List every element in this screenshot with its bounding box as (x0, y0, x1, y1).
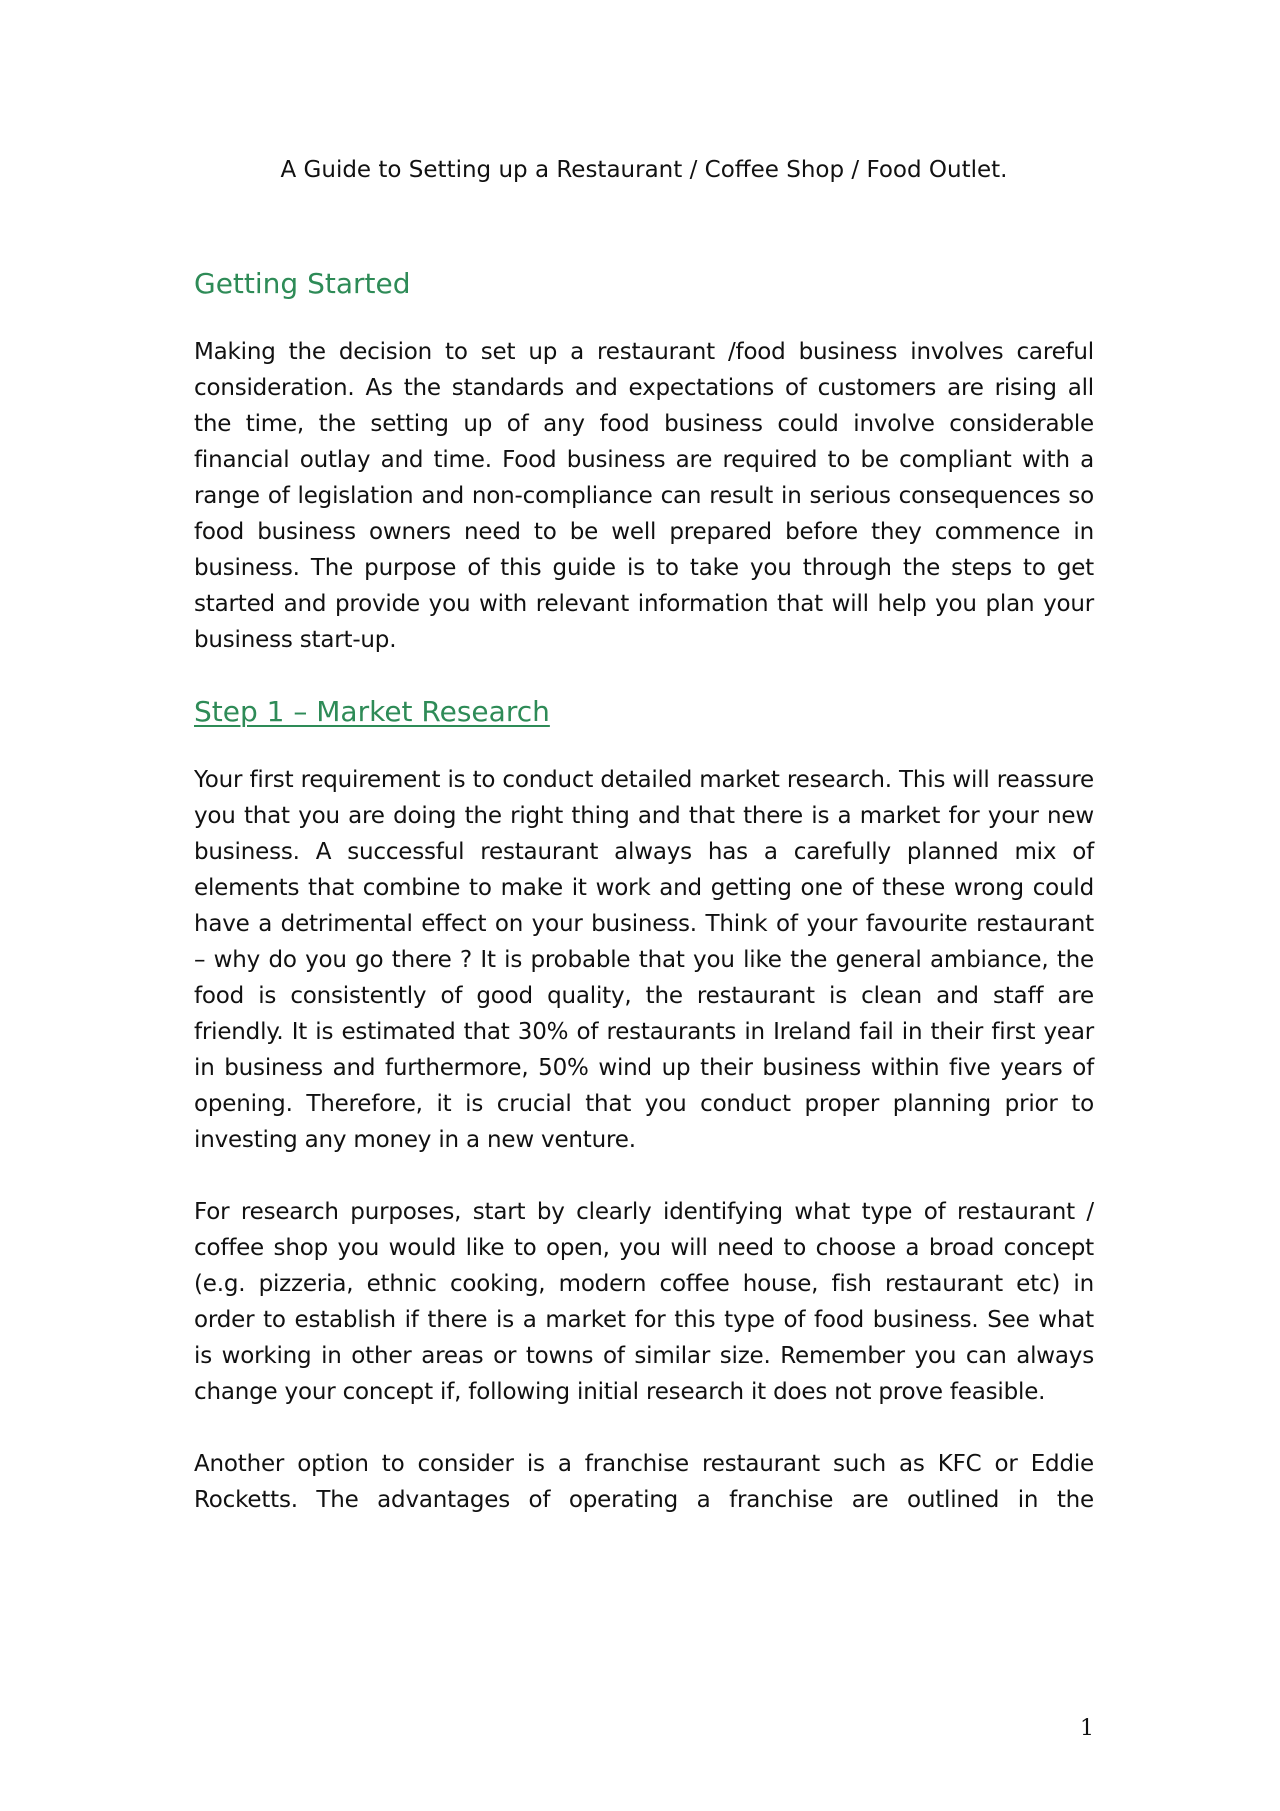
paragraph-getting-started: Making the decision to set up a restaurant /food business involves careful consideration. As the standards and expectations of customers are rising all the time, the setting up of any food business could involve considerable financial outlay and time. Food business are required to be compliant with a range of legislation and non-compliance can result in serious consequences so food business owners need to be well prepared before they commence in business. The purpose of this guide is to take you through the steps to get started and provide you with relevant information that will help you plan your business start-up. (194, 339, 1094, 653)
document-title: A Guide to Setting up a Restaurant / Coffee Shop / Food Outlet. (280, 157, 1008, 183)
section-heading-step-1: Step 1 – Market Research (194, 695, 550, 728)
paragraph-market-research-2: For research purposes, start by clearly identifying what type of restaurant / coffee shop you would like to open, you will need to choose a broad concept (e.g. pizzeria, ethnic cooking, modern coffee house, fish restaurant etc) in order to establish if there is a market for this type of food business. See what is working in other areas or towns of similar size. Remember you can always change your concept if, following initial research it does not prove feasible. (194, 1199, 1094, 1405)
section-heading-getting-started: Getting Started (194, 267, 411, 300)
page-number: 1 (1080, 1716, 1094, 1741)
paragraph-market-research-3: Another option to consider is a franchise restaurant such as KFC or Eddie Rocketts. The advantages of operating a franchise are outlined in the (194, 1451, 1094, 1513)
document-body (194, 264, 1094, 1518)
paragraph-market-research-1: Your first requirement is to conduct detailed market research. This will reassure you that you are doing the right thing and that there is a market for your new business. A successful restaurant always has a carefully planned mix of elements that combine to make it work and getting one of these wrong could have a detrimental effect on your business. Think of your favourite restaurant – why do you go there ? It is probable that you like the general ambiance, the food is consistently of good quality, the restaurant is clean and staff are friendly. It is estimated that 30% of restaurants in Ireland fail in their first year in business and furthermore, 50% wind up their business within five years of opening. Therefore, it is crucial that you conduct proper planning prior to investing any money in a new venture. (194, 767, 1094, 1153)
